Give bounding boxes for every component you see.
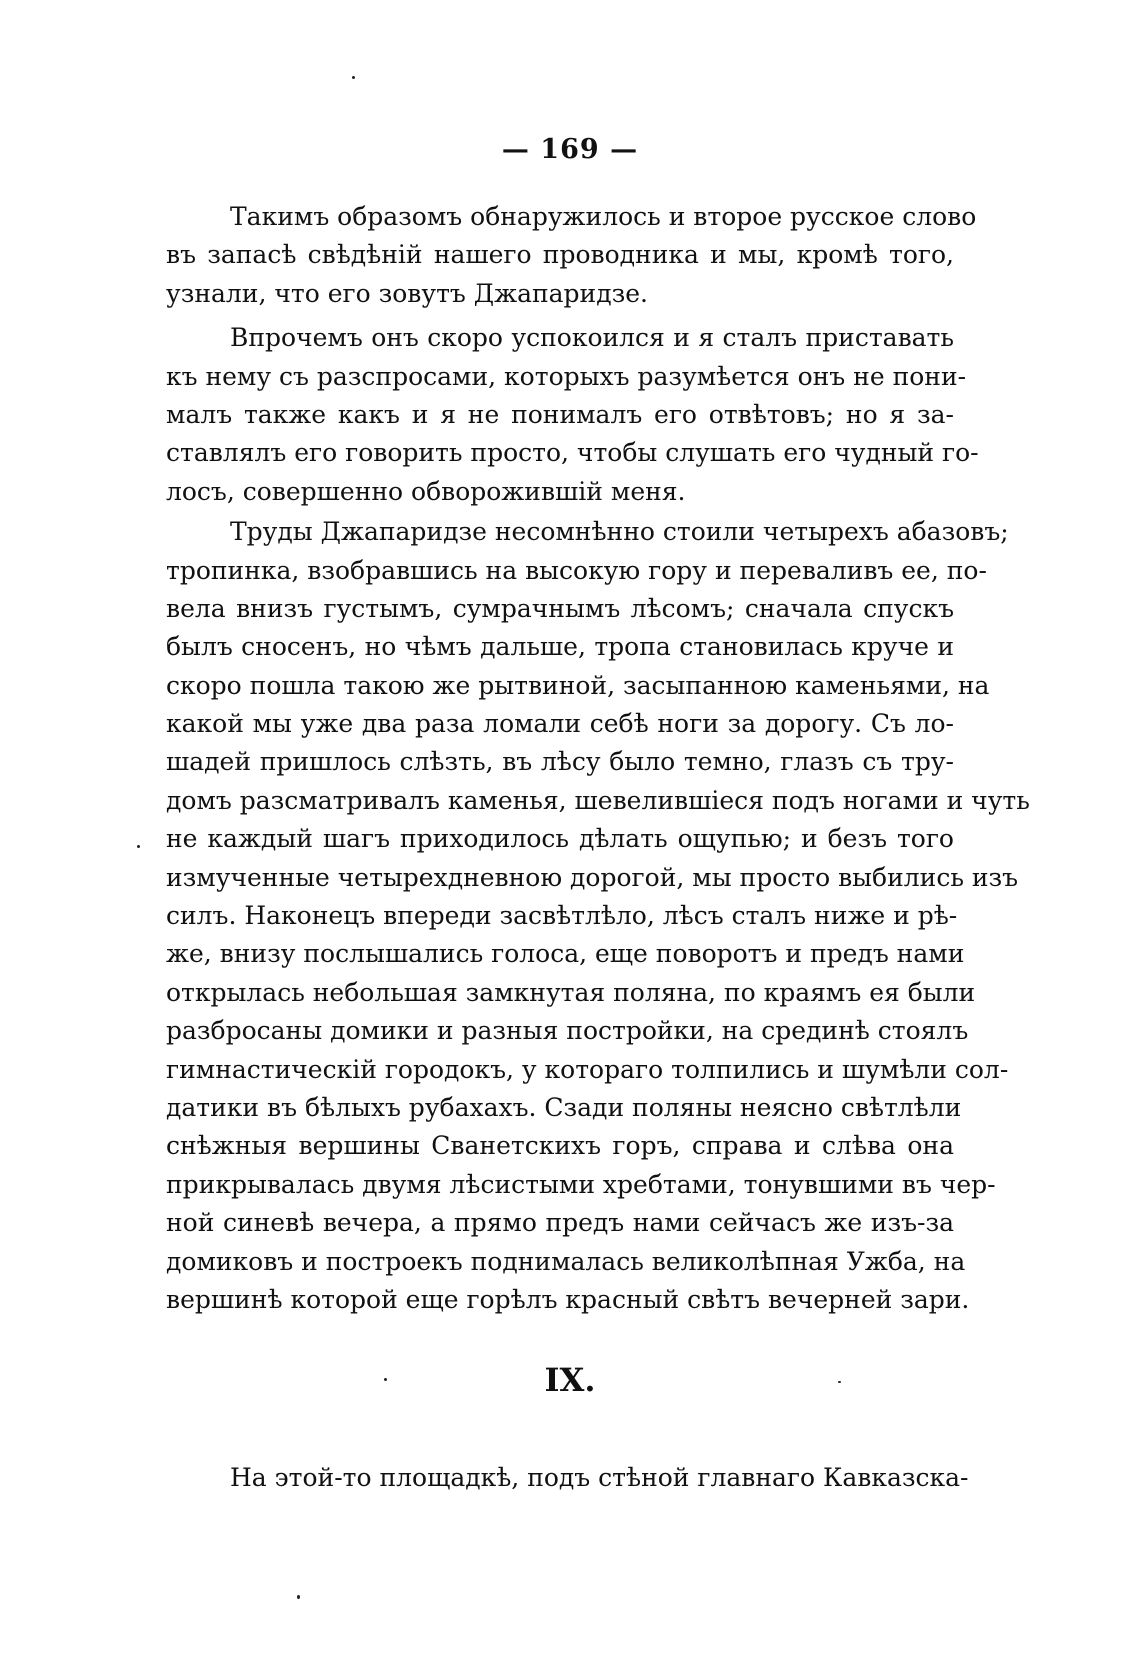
scan-speck — [838, 1381, 841, 1383]
text-line: домиковъ и построекъ поднималась великолѣпная Ужба, на — [166, 1246, 966, 1276]
text-line: тропинка, взобравшись на высокую гору и переваливъ ее, по- — [166, 555, 987, 585]
text-line: Труды Джапаридзе несомнѣнно стоили четырехъ абазовъ; — [230, 517, 1009, 547]
text-line: силъ. Наконецъ впереди засвѣтлѣло, лѣсъ сталъ ниже и рѣ- — [166, 901, 958, 931]
scan-speck — [297, 1595, 300, 1599]
text-line: былъ сносенъ, но чѣмъ дальше, тропа становилась круче и — [166, 632, 954, 662]
text-line: Впрочемъ онъ скоро успокоился и я сталъ приставать — [230, 323, 954, 353]
text-line: разбросаны домики и разныя постройки, на срединѣ стоялъ — [166, 1016, 969, 1046]
body-text — [166, 198, 1030, 1319]
text-line: На этой-то площадкѣ, подъ стѣной главнаго Кавказска- — [230, 1463, 969, 1492]
text-line: какой мы уже два раза ломали себѣ ноги за дорогу. Съ ло- — [166, 709, 954, 739]
text-line: ставлялъ его говорить просто, чтобы слушать его чудный го- — [166, 438, 979, 468]
scan-speck — [352, 76, 355, 79]
text-line: домъ разсматривалъ каменья, шевелившіеся подъ ногами и чуть — [166, 785, 1030, 815]
text-line: въ запасѣ свѣдѣній нашего проводника и мы, кромѣ того, — [166, 240, 954, 270]
text-line: снѣжныя вершины Сванетскихъ горъ, справа и слѣва она — [166, 1131, 954, 1161]
text-line: не каждый шагъ приходилось дѣлать ощупью; и безъ того — [166, 824, 954, 854]
text-line: вела внизъ густымъ, сумрачнымъ лѣсомъ; сначала спускъ — [166, 593, 954, 623]
text-line: ной синевѣ вечера, а прямо предъ нами сейчасъ же изъ-за — [166, 1208, 954, 1238]
text-line: малъ также какъ и я не понималъ его отвѣтовъ; но я за- — [166, 399, 954, 429]
text-line: датики въ бѣлыхъ рубахахъ. Сзади поляны неясно свѣтлѣли — [166, 1092, 962, 1122]
text-line: вершинѣ которой еще горѣлъ красный свѣтъ вечерней зари. — [166, 1284, 970, 1314]
text-line: Такимъ образомъ обнаружилось и второе русское слово — [230, 202, 977, 231]
text-line: гимнастическій городокъ, у котораго толпились и шумѣли сол- — [166, 1054, 1009, 1084]
chapter-heading: IX. — [544, 1361, 596, 1399]
text-line: шадей пришлось слѣзть, въ лѣсу было темно, глазъ съ тру- — [166, 747, 954, 777]
scan-speck — [384, 1378, 387, 1381]
scan-speck — [137, 845, 140, 848]
page-number: — 169 — — [501, 134, 639, 165]
text-line: же, внизу послышались голоса, еще поворотъ и предъ нами — [166, 939, 965, 969]
text-line: прикрывалась двумя лѣсистыми хребтами, тонувшими въ чер- — [166, 1169, 996, 1199]
text-line: лосъ, совершенно обворожившій меня. — [166, 476, 686, 506]
text-line: открылась небольшая замкнутая поляна, по краямъ ея были — [166, 977, 976, 1007]
text-line: къ нему съ разспросами, которыхъ разумѣется онъ не пони- — [166, 361, 967, 391]
text-line: скоро пошла такою же рытвиной, засыпанною каменьями, на — [166, 670, 990, 700]
text-line: измученные четырехдневною дорогой, мы просто выбились изъ — [166, 862, 1019, 892]
text-line: узнали, что его зовутъ Джапаридзе. — [166, 278, 648, 308]
